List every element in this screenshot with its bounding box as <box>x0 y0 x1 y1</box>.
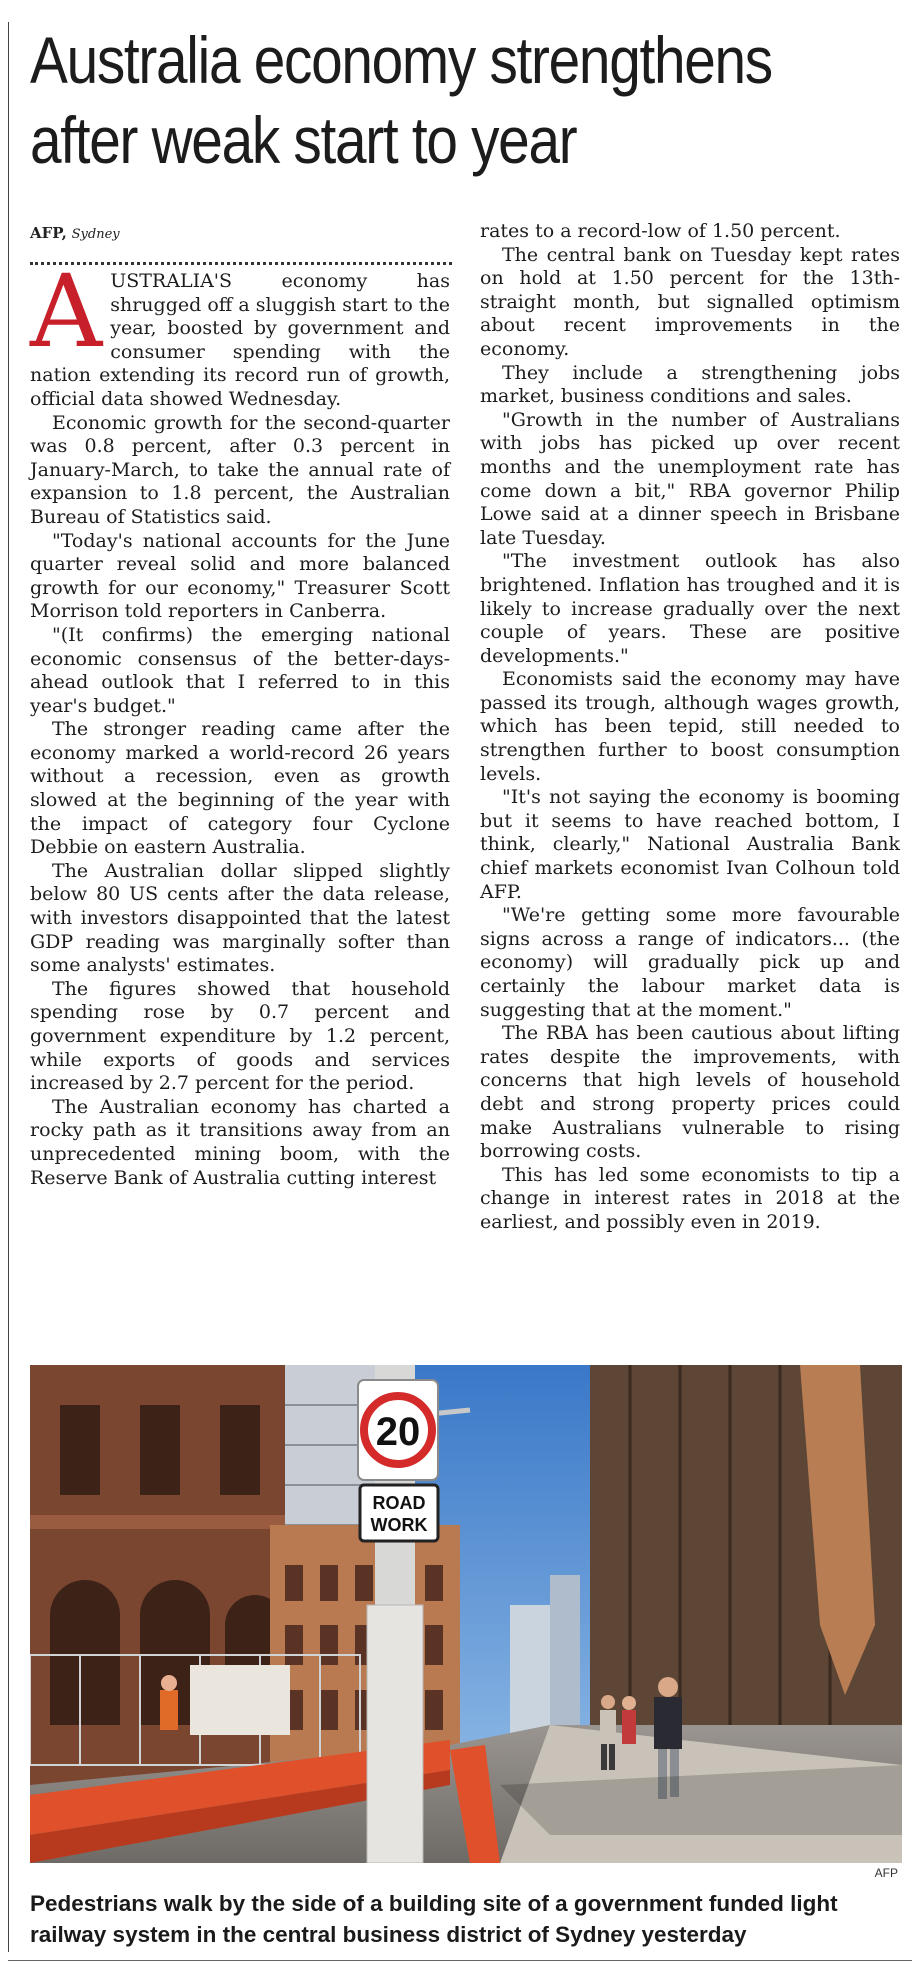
photo-caption: Pedestrians walk by the side of a building site of a government funded light railway system in the central business district of Sydney yesterday <box>30 1891 838 1947</box>
paragraph: The Australian economy has charted a rocky path as it transitions away from an unprecedented mining boom, with the Reserve Bank of Australia cutting interest <box>30 1095 450 1189</box>
paragraph: This has led some economists to tip a change in interest rates in 2018 at the earliest, and possibly even in 2019. <box>480 1163 900 1233</box>
byline-dateline: Sydney <box>71 227 120 242</box>
paragraph-text: USTRALIA'S economy has shrugged off a sluggish start to the year, boosted by government and consumer spending with the nation extending its record run of growth, official data showed Wednesday. <box>30 270 450 410</box>
article-column-2 <box>480 220 900 1235</box>
paragraph: "Today's national accounts for the June quarter reveal solid and more balanced growth for our economy," Treasurer Scott Morrison told reporters in Canberra. <box>30 529 450 623</box>
road-work-line-2: WORK <box>370 1515 428 1535</box>
paragraph: They include a strengthening jobs market, business conditions and sales. <box>480 361 900 408</box>
paragraph: The figures showed that household spending rose by 0.7 percent and government expenditure by 1.2 percent, while exports of goods and services increased by 2.7 percent for the period. <box>30 977 450 1095</box>
headline-line-2: after weak start to year <box>30 103 577 177</box>
article-column-1 <box>30 253 450 1190</box>
headline <box>30 20 778 180</box>
bottom-rule <box>8 1960 912 1961</box>
paragraph: Economic growth for the second-quarter was 0.8 percent, after 0.3 percent in January-March, to take the annual rate of expansion to 1.8 percent, the Australian Bureau of Statistics said. <box>30 411 450 528</box>
paragraph: The stronger reading came after the economy marked a world-record 26 years without a recession, even as growth slowed at the beginning of the year with the impact of category four Cyclone Debbie on eastern Australia. <box>30 718 450 859</box>
paragraph: "Growth in the number of Australians with jobs has picked up over recent months and the unemployment rate has come down a bit," RBA governor Philip Lowe said at a dinner speech in Brisbane late Tuesday. <box>480 408 900 549</box>
news-photo <box>30 1365 902 1863</box>
paragraph <box>30 253 450 412</box>
drop-cap: A <box>30 253 103 370</box>
paragraph: "We're getting some more favourable signs across a range of indicators... (the economy) will gradually pick up and certainly the labour market data is suggesting that at the moment." <box>480 904 900 1021</box>
headline-line-1: Australia economy strengthens <box>30 23 772 97</box>
paragraph: The central bank on Tuesday kept rates on hold at 1.50 percent for the 13th-straight month, but signalled optimism about recent improvements in the economy. <box>480 243 900 360</box>
road-work-line-1: ROAD <box>372 1493 426 1513</box>
site-hoarding <box>190 1665 290 1735</box>
byline-agency: AFP, <box>30 224 67 242</box>
paragraph: The RBA has been cautious about lifting rates despite the improvements, with concerns that high levels of household debt and strong property prices could make Australians vulnerable to rising borrowing costs. <box>480 1022 900 1163</box>
paragraph: The Australian dollar slipped slightly below 80 US cents after the data release, with investors disappointed that the latest GDP reading was marginally softer than some analysts' estimates. <box>30 859 450 977</box>
photo-credit: AFP <box>874 1866 898 1880</box>
column-rule <box>8 22 9 1952</box>
worker <box>160 1690 178 1730</box>
paragraph: "It's not saying the economy is booming but it seems to have reached bottom, I think, clearly," National Australia Bank chief markets economist Ivan Colhoun told AFP. <box>480 786 900 903</box>
speed-limit-sign <box>358 1380 438 1480</box>
street-scene-illustration <box>30 1365 902 1863</box>
paragraph: "(It confirms) the emerging national economic consensus of the better-days-ahead outlook that I referred to in this year's budget." <box>30 623 450 717</box>
paragraph: Economists said the economy may have passed its trough, although wages growth, which has been tepid, still needed to strengthen further to boost consumption levels. <box>480 668 900 785</box>
paragraph: rates to a record-low of 1.50 percent. <box>480 220 841 242</box>
road-work-sign <box>360 1485 438 1541</box>
speed-limit-value: 20 <box>375 1410 421 1454</box>
paragraph: "The investment outlook has also brightened. Inflation has troughed and it is likely to increase gradually over the next couple of years. These are positive developments." <box>480 550 900 667</box>
byline <box>30 224 120 242</box>
